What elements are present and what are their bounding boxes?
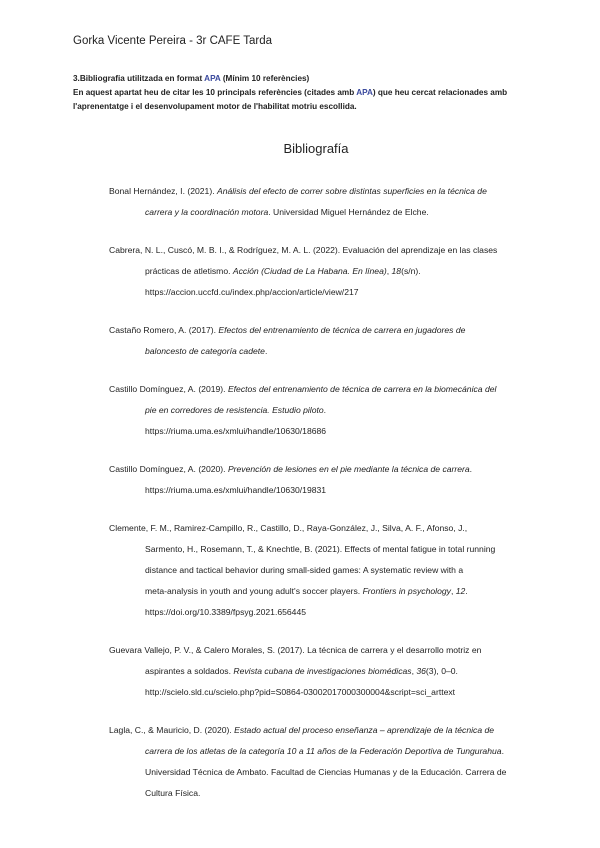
- reference-entry: [109, 640, 529, 703]
- reference-entry: [109, 518, 529, 623]
- reference-text: . Universidad Miguel Hernández de Elche.: [268, 207, 429, 217]
- reference-line: [109, 421, 529, 442]
- reference-text: .: [264, 346, 268, 356]
- reference-line: [109, 602, 529, 623]
- reference-text: .: [465, 586, 468, 596]
- reference-entry: [109, 320, 529, 362]
- reference-italic-text: carrera y la coordinación motora: [145, 207, 269, 217]
- reference-entry: [109, 459, 529, 501]
- reference-line: [109, 459, 529, 480]
- reference-text: distance and tactical behavior during small-sided games: A systematic review with a: [145, 565, 464, 575]
- reference-italic-text: Efectos del entrenamiento de técnica de carrera en la biomecánica del: [227, 384, 497, 394]
- instructions-line-3: l'aprenentatge i el desenvolupament motor de l'habilitat motriu escollida.: [73, 102, 357, 111]
- reference-italic-text: Acción (Ciudad de La Habana. En línea): [232, 266, 387, 276]
- reference-italic-text: Revista cubana de investigaciones biomédicas: [233, 666, 412, 676]
- instructions-text: ) que heu cercat relacionades amb: [372, 88, 508, 97]
- reference-line: [109, 400, 529, 421]
- bibliography-title: Bibliografía: [283, 141, 349, 156]
- reference-italic-text: baloncesto de categoría cadete: [145, 346, 265, 356]
- reference-entry: [109, 240, 529, 303]
- reference-text: Guevara Vallejo, P. V., & Calero Morales, S. (2017). La técnica de carrera y el desarrollo motriz en: [109, 645, 482, 655]
- reference-text: .: [469, 464, 473, 474]
- reference-list: [109, 181, 529, 821]
- reference-italic-text: pie en corredores de resistencia. Estudio piloto: [145, 405, 324, 415]
- reference-italic-text: 18: [391, 266, 402, 276]
- reference-text: https://riuma.uma.es/xmlui/handle/10630/18686: [145, 426, 327, 436]
- reference-italic-text: 36: [416, 666, 426, 676]
- instructions-text: (Mínim 10 referències): [220, 74, 310, 83]
- apa-label: APA: [356, 88, 373, 97]
- reference-italic-text: Estado actual del proceso enseñanza – aprendizaje de la técnica de: [234, 725, 495, 735]
- reference-text: aspirantes a soldados.: [145, 666, 234, 676]
- reference-text: Sarmento, H., Rosemann, T., & Knechtle, B. (2021). Effects of mental fatigue in total running: [145, 544, 496, 554]
- reference-line: [109, 539, 529, 560]
- reference-text: ,: [411, 666, 417, 676]
- reference-text: Cabrera, N. L., Cuscó, M. B. I., & Rodríguez, M. A. L. (2022). Evaluación del aprendizaje en las clases: [109, 245, 498, 255]
- reference-line: [109, 379, 529, 400]
- instructions-line-2: [73, 86, 543, 100]
- reference-text: https://riuma.uma.es/xmlui/handle/10630/19831: [145, 485, 327, 495]
- reference-line: [109, 341, 529, 362]
- reference-text: Lagla, C., & Mauricio, D. (2020).: [109, 725, 235, 735]
- reference-italic-text: carrera de los atletas de la categoría 10 a 11 años de la Federación Deportiva de Tungurahua: [145, 746, 502, 756]
- reference-line: [109, 181, 529, 202]
- reference-line: [109, 518, 529, 539]
- reference-line: [109, 282, 529, 303]
- reference-italic-text: Análisis del efecto de correr sobre distintas superficies en la técnica de: [216, 186, 487, 196]
- reference-text: ,: [450, 586, 456, 596]
- reference-italic-text: Efectos del entrenamiento de técnica de carrera en jugadores de: [218, 325, 466, 335]
- reference-entry: [109, 379, 529, 442]
- reference-text: Castaño Romero, A. (2017).: [109, 325, 219, 335]
- reference-text: https://doi.org/10.3389/fpsyg.2021.656445: [145, 607, 307, 617]
- reference-text: ,: [386, 266, 392, 276]
- reference-text: Clemente, F. M., Ramirez-Campillo, R., Castillo, D., Raya-González, J., Silva, A. F., Afonso, J.,: [109, 523, 468, 533]
- reference-line: [109, 261, 529, 282]
- reference-text: Bonal Hernández, I. (2021).: [109, 186, 217, 196]
- reference-entry: [109, 720, 529, 804]
- reference-line: [109, 682, 529, 703]
- reference-line: [109, 720, 529, 741]
- reference-text: Cultura Física.: [145, 788, 201, 798]
- reference-text: .: [323, 405, 327, 415]
- reference-text: prácticas de atletismo.: [145, 266, 233, 276]
- instructions-text: 3.Bibliografia utilitzada en format: [73, 74, 205, 83]
- reference-text: (3), 0–0.: [425, 666, 458, 676]
- reference-line: [109, 741, 529, 762]
- instructions-block: [73, 72, 543, 114]
- reference-line: [109, 240, 529, 261]
- reference-italic-text: Frontiers in psychology: [362, 586, 451, 596]
- instructions-text: En aquest apartat heu de citar les 10 principals referències (citades amb: [73, 88, 357, 97]
- reference-line: [109, 560, 529, 581]
- reference-line: [109, 202, 529, 223]
- reference-italic-text: 12: [455, 586, 466, 596]
- author-header: Gorka Vicente Pereira - 3r CAFE Tarda: [73, 35, 272, 47]
- instructions-line-1: [73, 72, 543, 86]
- reference-line: [109, 783, 529, 804]
- reference-text: http://scielo.sld.cu/scielo.php?pid=S0864-03002017000300004&script=sci_arttext: [145, 687, 456, 697]
- reference-line: [109, 661, 529, 682]
- reference-text: Castillo Domínguez, A. (2020).: [109, 464, 228, 474]
- reference-text: (s/n).: [401, 266, 421, 276]
- reference-text: .: [501, 746, 504, 756]
- reference-line: [109, 581, 529, 602]
- reference-line: [109, 320, 529, 341]
- reference-line: [109, 762, 529, 783]
- reference-entry: [109, 181, 529, 223]
- reference-italic-text: Prevención de lesiones en el pie mediante la técnica de carrera: [227, 464, 470, 474]
- reference-text: https://accion.uccfd.cu/index.php/accion/article/view/217: [145, 287, 359, 297]
- reference-text: Castillo Domínguez, A. (2019).: [109, 384, 228, 394]
- reference-text: Universidad Técnica de Ambato. Facultad de Ciencias Humanas y de la Educación. Carrera de: [145, 767, 507, 777]
- reference-line: [109, 480, 529, 501]
- reference-text: meta-analysis in youth and young adult's soccer players.: [145, 586, 363, 596]
- apa-label: APA: [204, 74, 221, 83]
- reference-line: [109, 640, 529, 661]
